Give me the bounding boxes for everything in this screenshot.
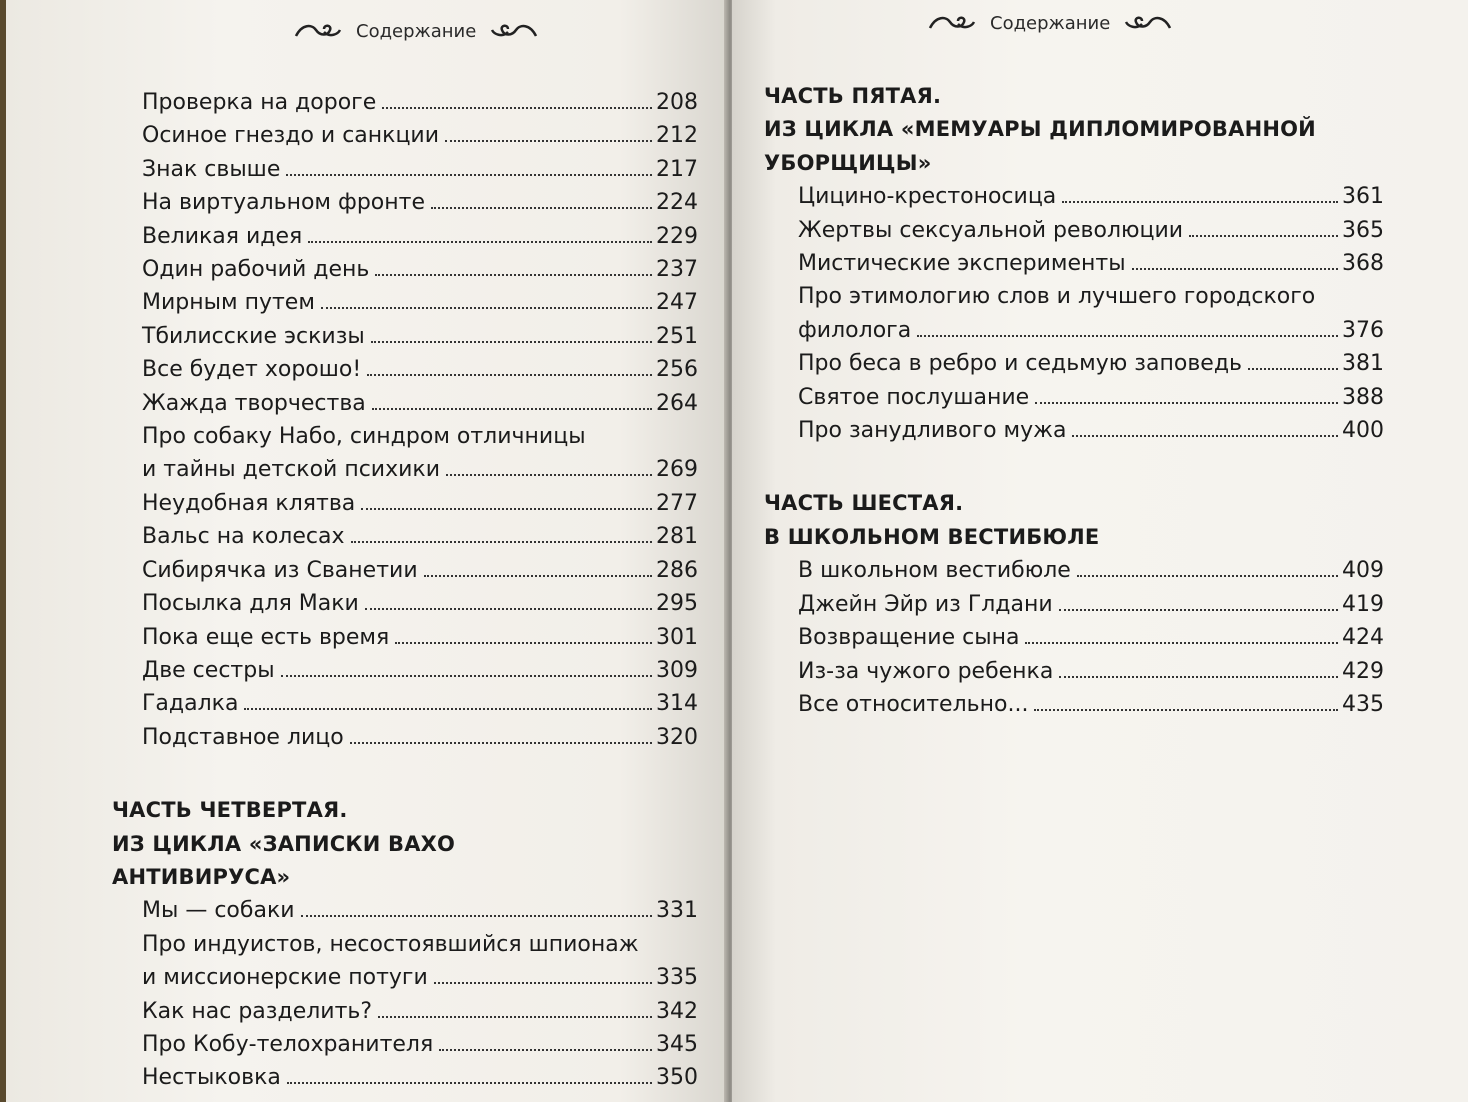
toc-entry[interactable]: Про Кобу-телохранителя 345	[142, 1031, 698, 1057]
toc-left	[112, 86, 698, 1095]
left-ornament-icon	[928, 12, 976, 34]
toc-entry-line1[interactable]: Про индуистов, несостоявшийся шпионаж	[142, 931, 639, 957]
toc-entry[interactable]: Мирным путем 247	[142, 290, 698, 316]
right-ornament-icon	[1124, 12, 1172, 34]
toc-entry[interactable]: Посылка для Маки 295	[142, 591, 698, 617]
toc-entry[interactable]: Цицино-крестоносица 361	[798, 184, 1384, 210]
toc-right	[764, 80, 1384, 721]
toc-entry[interactable]: Один рабочий день 237	[142, 257, 698, 283]
right-page	[732, 0, 1468, 1102]
section-heading: ЧАСТЬ ШЕСТАЯ.	[764, 491, 964, 516]
section-heading: ЧАСТЬ ПЯТАЯ.	[764, 84, 942, 108]
toc-entry[interactable]: Знак свыше 217	[142, 156, 698, 182]
running-head-right	[928, 12, 1172, 34]
toc-entry[interactable]: Возвращение сына 424	[798, 625, 1384, 651]
right-ornament-icon	[490, 20, 538, 42]
toc-entry[interactable]: Проверка на дороге 208	[142, 90, 698, 115]
section-heading: ЧАСТЬ ЧЕТВЕРТАЯ.	[112, 798, 348, 823]
section-heading: ИЗ ЦИКЛА «ЗАПИСКИ ВАХО	[112, 831, 456, 856]
toc-entry[interactable]: Мы — собаки 331	[142, 898, 698, 924]
section-heading: УБОРЩИЦЫ»	[764, 150, 932, 175]
toc-entry[interactable]: Сибирячка из Сванетии 286	[142, 557, 698, 583]
toc-entry-line1[interactable]: Про этимологию слов и лучшего городского	[798, 284, 1316, 310]
left-page	[6, 0, 728, 1102]
toc-entry[interactable]: и тайны детской психики 269	[142, 457, 698, 483]
toc-entry[interactable]: Вальс на колесах 281	[142, 524, 698, 550]
toc-entry[interactable]: Святое послушание 388	[798, 384, 1384, 410]
toc-entry-line1[interactable]: Про собаку Набо, синдром отличницы	[142, 424, 586, 450]
toc-entry[interactable]: и миссионерские потуги 335	[142, 965, 698, 991]
toc-entry[interactable]: Неудобная клятва 277	[142, 490, 698, 516]
toc-entry[interactable]: В школьном вестибюле 409	[798, 558, 1384, 584]
running-head-title: Содержание	[990, 12, 1111, 34]
toc-entry[interactable]: Джейн Эйр из Глдани 419	[798, 591, 1384, 617]
section-heading: АНТИВИРУСА»	[112, 864, 291, 889]
toc-entry[interactable]: филолога 376	[798, 317, 1384, 343]
running-head-title: Содержание	[356, 20, 477, 42]
toc-entry[interactable]: Как нас разделить? 342	[142, 998, 698, 1024]
toc-entry[interactable]: Две сестры 309	[142, 657, 698, 683]
section-heading: ИЗ ЦИКЛА «МЕМУАРЫ ДИПЛОМИРОВАННОЙ	[764, 117, 1316, 142]
toc-entry[interactable]: Гадалка 314	[142, 691, 698, 717]
toc-entry[interactable]: Все будет хорошо! 256	[142, 357, 698, 383]
toc-entry[interactable]: Про беса в ребро и седьмую заповедь 381	[798, 351, 1384, 377]
toc-entry[interactable]: Из-за чужого ребенка 429	[798, 658, 1384, 684]
toc-entry[interactable]: Пока еще есть время 301	[142, 624, 698, 650]
toc-entry[interactable]: Подставное лицо 320	[142, 724, 698, 750]
toc-entry[interactable]: Жертвы сексуальной революции 365	[798, 217, 1384, 243]
toc-entry[interactable]: Осиное гнездо и санкции 212	[142, 123, 698, 149]
toc-entry[interactable]: Мистические эксперименты 368	[798, 251, 1384, 277]
toc-entry[interactable]: Нестыковка 350	[142, 1065, 698, 1091]
toc-entry[interactable]: Тбилисские эскизы 251	[142, 323, 698, 349]
section-heading: В ШКОЛЬНОМ ВЕСТИБЮЛЕ	[764, 524, 1100, 549]
running-head-left	[294, 20, 538, 42]
toc-entry[interactable]: Великая идея 229	[142, 223, 698, 249]
toc-entry[interactable]: Все относительно... 435	[798, 691, 1384, 717]
toc-entry[interactable]: На виртуальном фронте 224	[142, 190, 698, 216]
toc-entry[interactable]: Жажда творчества 264	[142, 390, 698, 416]
left-ornament-icon	[294, 20, 342, 42]
toc-entry[interactable]: Про занудливого мужа 400	[798, 418, 1384, 444]
